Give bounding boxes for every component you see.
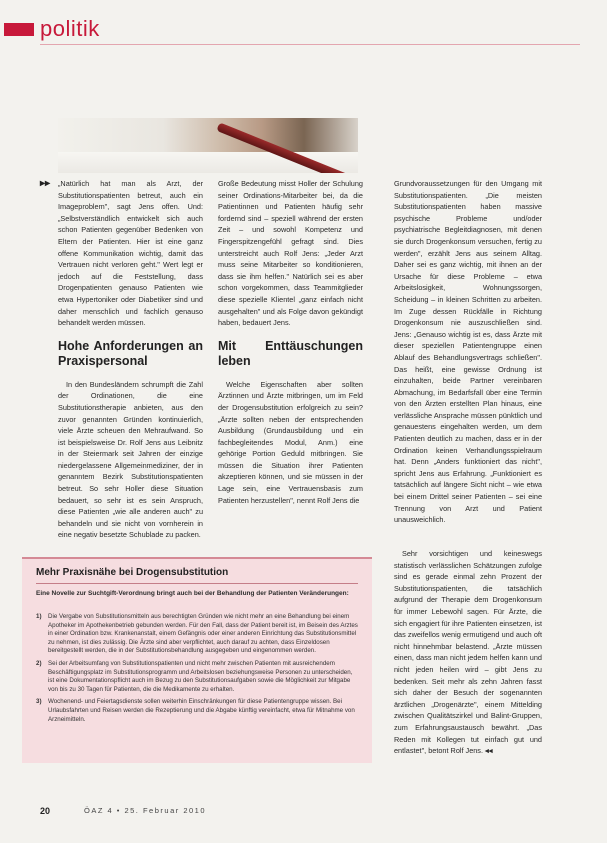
paragraph-text: Sehr vorsichtigen und keineswegs statistisch verlässlichen Schätzungen zufolge sind es gerade einmal zehn Prozent der Substitutionspatienten, die tatsächlich aufgrund der Therapie dem Drogenkonsum für immer Lebewohl sagen. Für Ärzte, die sich engagiert für ihre Patienten einsetzen, ist das zweifellos wenig ermutigend und auch oft nicht hinnehmbar belastend. „Ärzte müssen einen, dass man nicht jedem helfen kann und nicht jeden heilen wird – gibt Jens zu bedenken. Seit mehr als zehn Jahren fasst sich daher der Besuch der sogenannten ärztlichen „Drogenärzte", einem Mittelding zwischen Qualitätszirkel und Balint-Gruppen, zum Erfahrungsaustausch bewährt. „Das Reden mit Kollegen tut einfach gut und entlastet", betont Rolf Jens.: [394, 549, 542, 756]
section-title: politik: [40, 16, 100, 41]
article-column-2: [218, 178, 363, 509]
list-item-number: 3): [36, 698, 42, 706]
info-box-list: [36, 613, 358, 728]
paragraph: [394, 548, 542, 757]
info-box-divider: [36, 583, 358, 584]
list-item-number: 1): [36, 613, 42, 620]
section-color-bar: [4, 23, 34, 36]
publication-info: ÖAZ 4 • 25. Februar 2010: [84, 806, 207, 815]
section-divider: [40, 44, 580, 45]
article-column-3-continued: [394, 548, 542, 760]
list-item: [36, 613, 358, 656]
page-number: 20: [40, 806, 51, 816]
article-end-marker: ◂◂: [485, 746, 493, 756]
list-item-text: Sei der Arbeitsumfang von Substitutionspatienten und nicht mehr zwischen Patienten mit ausreichendem Beschäftigungsplatz im Substitutionsprogramm und Arbeitslosen beziehungsweise Personen zu unterscheiden, ist eine Dokumentationspflicht auch im Bezug zu den Substitutionsaufgaben sowie die Möglichkeit zur Mitgabe von bis zu 30 Tagen für Patienten, die die Medikamente zu erhalten.: [48, 659, 353, 693]
article-photo: [58, 118, 358, 173]
paragraph: Große Bedeutung misst Holler der Schulung seiner Ordinations-Mitarbeiter bei, da die Patientinnen und Patienten häufig sehr fordernd sind – speziell während der ersten Zeit – und sowohl Kompetenz und Fingerspitzengefühl gefragt sind. Dies unterstreicht auch Rolf Jens: „Jeder Arzt muss seine Mitarbeiter so konditionieren, dass sie ihm helfen." Natürlich sei es aber schon vorgekommen, dass Teammitglieder diese spezielle Klientel „ganz einfach nicht ausgehalten" und als Folge davon gekündigt haben, bedauert Jens.: [218, 179, 363, 328]
subheading: Mit Enttäuschungen leben: [218, 338, 363, 368]
paragraph: In den Bundesländern schrumpft die Zahl der Ordinationen, die eine Substitutionstherapie anbieten, aus den zuvor genannten Gründen kontinuierlich, viele Ärzte scheuen den Mehraufwand. So ist beispielsweise Dr. Rolf Jens aus Leibnitz in der Steiermark seit Jahren der einzige niedergelassene Allgemeinmediziner, der in genanntem Bezirk Substitutionspatienten betreut. So sehr Holler diese Situation bedauert, so sehr ist es sein Anspruch, diese Patienten „wie alle anderen auch" zu behandeln und sie nicht von vornherein in eine negativ besetzte Schublade zu packen.: [58, 379, 203, 540]
article-column-3: [394, 178, 542, 529]
list-item: [36, 660, 358, 694]
list-item: [36, 698, 358, 724]
article-column-1: [58, 178, 203, 544]
info-box: [22, 557, 372, 763]
subheading: Hohe Anforderungen an Praxispersonal: [58, 338, 203, 368]
article-start-marker: ▸▸: [40, 178, 51, 189]
list-item-text: Wochenend- und Feiertagsdienste sollen weiterhin Einschränkungen für diese Patientengruppe wissen. Bei Urlaubsfahrten und Reisen werden die Rezeptierung und die Abgabe künftig vereinfacht, etwa für Mitnahme von Arzneimitteln.: [48, 698, 355, 723]
paragraph: Grundvoraussetzungen für den Umgang mit Substitutionspatienten. „Die meisten Substitutionspatienten haben massive psychische Probleme und/oder psychiatrische Begleitdiagnosen, mit denen sie durch Drogenkonsum versuchen, fertig zu werden", erzählt Jens aus seinem Alltag. Daher sei es ganz wichtig, mit ihnen an der Ursache für diese Probleme – etwa Arbeitslosigkeit, Wohnungssorgen, Scheidung – in kleinen Schritten zu arbeiten. Im Zuge dessen Rückfälle in Richtung Drogenkonsum nie auszuschließen sind. Jens: „Genauso wichtig ist es, dass Ärzte mit dieser speziellen Patientengruppe einen Ablauf des Behandlungsvertrags schließen". Das heißt, eine gewisse Ordnung ist einzuhalten, beide Partner vereinbaren Abmachung, im Bedarfsfall über eine Termin von den Ärzten erstellten Plan hinaus, eine verlässliche Ansprache müssen pünktlich und genauestens eingehalten werden, um dem Patienten deutlich zu machen, dass er in der Ordination keinen Verhandlungsspielraum hat. Denn „Anders funktioniert das nicht", spricht Jens aus Erfahrung. „Funktioniert es tatsächlich auf längere Sicht nicht – wie etwa bei einem Drittel seiner Patienten – sei eine Trennung von Arzt und Patient unausweichlich.: [394, 179, 542, 525]
info-box-lead: Eine Novelle zur Suchtgift-Verordnung bringt auch bei der Behandlung der Patienten Veränderungen:: [36, 590, 349, 597]
info-box-title: Mehr Praxisnähe bei Drogensubstitution: [36, 567, 229, 578]
paragraph: „Natürlich hat man als Arzt, der Substitutionspatienten betreut, auch ein Imageproblem", sagt Jens offen. Und: „Selbstverständlich entwickelt sich auch schon Patienten gegenüber Bedenken von Eltern der Patienten. Hier ist eine ganz offene Kommunikation wichtig, damit das Vertrauen nicht verloren geht." Wert legt er jedoch auf die Feststellung, dass Drogenpatienten genauso Patienten wie etwa Hypertoniker oder Diabetiker sind und daher menschlich und fachlich genauso behandelt werden müssen.: [58, 179, 203, 328]
list-item-number: 2): [36, 659, 42, 667]
paragraph: Welche Eigenschaften aber sollten Ärztinnen und Ärzte mitbringen, um im Feld der Drogensubstitution erfolgreich zu sein? „Ärzte sollten neben der entsprechenden Ausbildung (Grundausbildung und ein fachbegleitendes Modul, Anm.) eine gehörige Portion Geduld mitbringen. Sie müssen die Situation ihrer Patienten akzeptieren können, und sie müssen in der Lage sein, eine Vertrauensbasis zum Patienten herzustellen", nennt Rolf Jens die: [218, 379, 363, 505]
list-item-text: Die Vergabe von Substitutionsmitteln aus berechtigten Gründen wie nicht mehr an eine Behandlung bei einem Apotheker im Apothekenbetrieb gebunden werden. Für den Fall, dass der Patient bereit ist, im Beisein des Arztes in einer Ordination bzw. Krankenanstalt, einem Gefängnis oder einer anderen Einrichtung das Substitutionsmittel zu nehmen, ist dies zulässig. Die Ärzte sind aber verpflichtet, auch darauf zu achten, dass Einzeldosen bereitgestellt werden, die in der Substitutionsbehandlung ausgegeben und eingenommen werden.: [48, 613, 358, 655]
